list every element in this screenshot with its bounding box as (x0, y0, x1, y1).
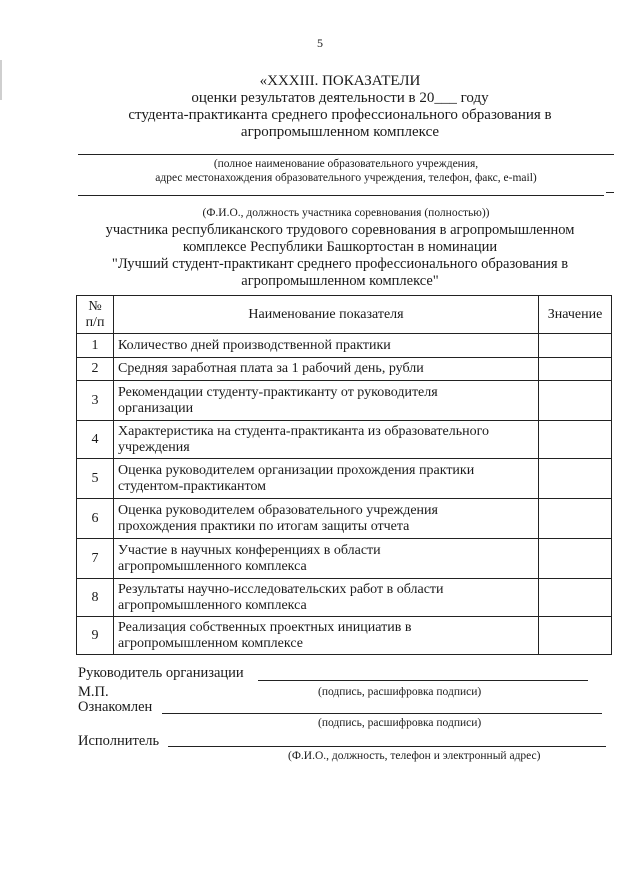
row-number: 2 (77, 358, 114, 381)
description-line-4: агропромышленном комплексе" (241, 273, 439, 289)
table-row (77, 421, 612, 459)
row-number: 7 (77, 539, 114, 579)
row-number: 5 (77, 459, 114, 499)
row-value-cell[interactable] (539, 381, 612, 421)
header-number-symbol: № (88, 298, 102, 314)
row-value-cell[interactable] (539, 334, 612, 358)
org-name-line[interactable] (78, 154, 614, 155)
table-row (77, 499, 612, 539)
table-row (77, 579, 612, 617)
stamp-label: М.П. (78, 684, 109, 700)
executor-caption: (Ф.И.О., должность, телефон и электронный адрес) (288, 750, 541, 762)
head-signature-line[interactable] (258, 680, 588, 681)
header-value: Значение (539, 296, 612, 334)
row-indicator-text: Характеристика на студента-практиканта из образовательного (118, 423, 489, 439)
row-value-cell[interactable] (539, 459, 612, 499)
row-indicator-text: Средняя заработная плата за 1 рабочий день, рубли (118, 361, 424, 376)
row-indicator-text-cont: организации (118, 400, 194, 416)
participant-line-tail (606, 192, 614, 193)
org-caption (78, 157, 614, 185)
row-number: 8 (77, 579, 114, 617)
executor-label: Исполнитель (78, 733, 160, 749)
acquainted-label: Ознакомлен (78, 699, 153, 715)
row-value-cell[interactable] (539, 421, 612, 459)
row-number: 3 (77, 381, 114, 421)
nomination-description (60, 222, 620, 290)
signature-caption-2: (подпись, расшифровка подписи) (318, 717, 482, 729)
row-value-cell[interactable] (539, 579, 612, 617)
row-indicator (114, 459, 539, 499)
row-indicator (114, 499, 539, 539)
document-title (60, 73, 620, 141)
header-indicator-name: Наименование показателя (114, 296, 539, 334)
table-header-row (77, 296, 612, 334)
row-indicator (114, 617, 539, 655)
executor-line[interactable] (168, 746, 606, 747)
acquainted-signature-line[interactable] (162, 713, 602, 714)
table-row (77, 334, 612, 358)
row-indicator (114, 334, 539, 358)
row-value-cell[interactable] (539, 539, 612, 579)
table-row (77, 358, 612, 381)
page-number: 5 (317, 36, 323, 50)
row-indicator-text: Оценка руководителем организации прохождения практики (118, 462, 475, 478)
org-caption-line-1: (полное наименование образовательного учреждения, (213, 158, 479, 170)
description-line-3: "Лучший студент-практикант среднего профессионального образования в (111, 256, 569, 272)
scan-edge-mark (0, 60, 2, 100)
row-number: 6 (77, 499, 114, 539)
row-indicator-text-cont: агропромышленного комплекса (118, 597, 307, 613)
title-line-2: оценки результатов деятельности в 20___ году (191, 90, 489, 106)
indicators-table (76, 295, 612, 655)
participant-caption: (Ф.И.О., должность участника соревнования (полностью)) (202, 207, 490, 219)
description-line-2: комплексе Республики Башкортостан в номинации (182, 239, 498, 255)
row-value-cell[interactable] (539, 358, 612, 381)
row-indicator-text: Результаты научно-исследовательских работ в области (118, 581, 444, 597)
head-of-organization-label: Руководитель организации (78, 665, 244, 681)
title-line-4: агропромышленном комплексе (240, 124, 440, 140)
row-indicator-text-cont: агропромышленного комплекса (118, 558, 307, 574)
header-number-pp: п/п (85, 314, 105, 330)
description-line-1: участника республиканского трудового соревнования в агропромышленном (105, 222, 575, 238)
row-indicator-text: Оценка руководителем образовательного учреждения (118, 502, 438, 518)
table-row (77, 381, 612, 421)
table-row (77, 617, 612, 655)
row-indicator (114, 381, 539, 421)
row-indicator (114, 421, 539, 459)
row-number: 4 (77, 421, 114, 459)
org-caption-line-2: адрес местонахождения образовательного учреждения, телефон, факс, e-mail) (155, 172, 537, 184)
row-indicator (114, 579, 539, 617)
participant-line[interactable] (78, 195, 604, 196)
row-indicator-text: Участие в научных конференциях в области (118, 542, 381, 558)
row-indicator-text: Количество дней производственной практики (118, 337, 391, 353)
row-number: 9 (77, 617, 114, 655)
row-indicator (114, 358, 539, 381)
table-row (77, 539, 612, 579)
row-value-cell[interactable] (539, 617, 612, 655)
row-indicator-text-cont: учреждения (118, 439, 190, 455)
row-indicator-text-cont: агропромышленном комплексе (118, 635, 303, 651)
row-indicator-text-cont: студентом-практикантом (118, 478, 267, 494)
signature-caption-1: (подпись, расшифровка подписи) (318, 686, 482, 698)
row-indicator (114, 539, 539, 579)
title-line-1: «XXXIII. ПОКАЗАТЕЛИ (259, 73, 421, 89)
row-number: 1 (77, 334, 114, 358)
row-indicator-text: Реализация собственных проектных инициатив в (118, 619, 412, 635)
row-value-cell[interactable] (539, 499, 612, 539)
row-indicator-text-cont: прохождения практики по итогам защиты отчета (118, 518, 410, 534)
row-indicator-text: Рекомендации студенту-практиканту от руководителя (118, 384, 438, 400)
table-row (77, 459, 612, 499)
header-number (77, 296, 114, 334)
title-line-3: студента-практиканта среднего профессионального образования в (128, 107, 552, 123)
